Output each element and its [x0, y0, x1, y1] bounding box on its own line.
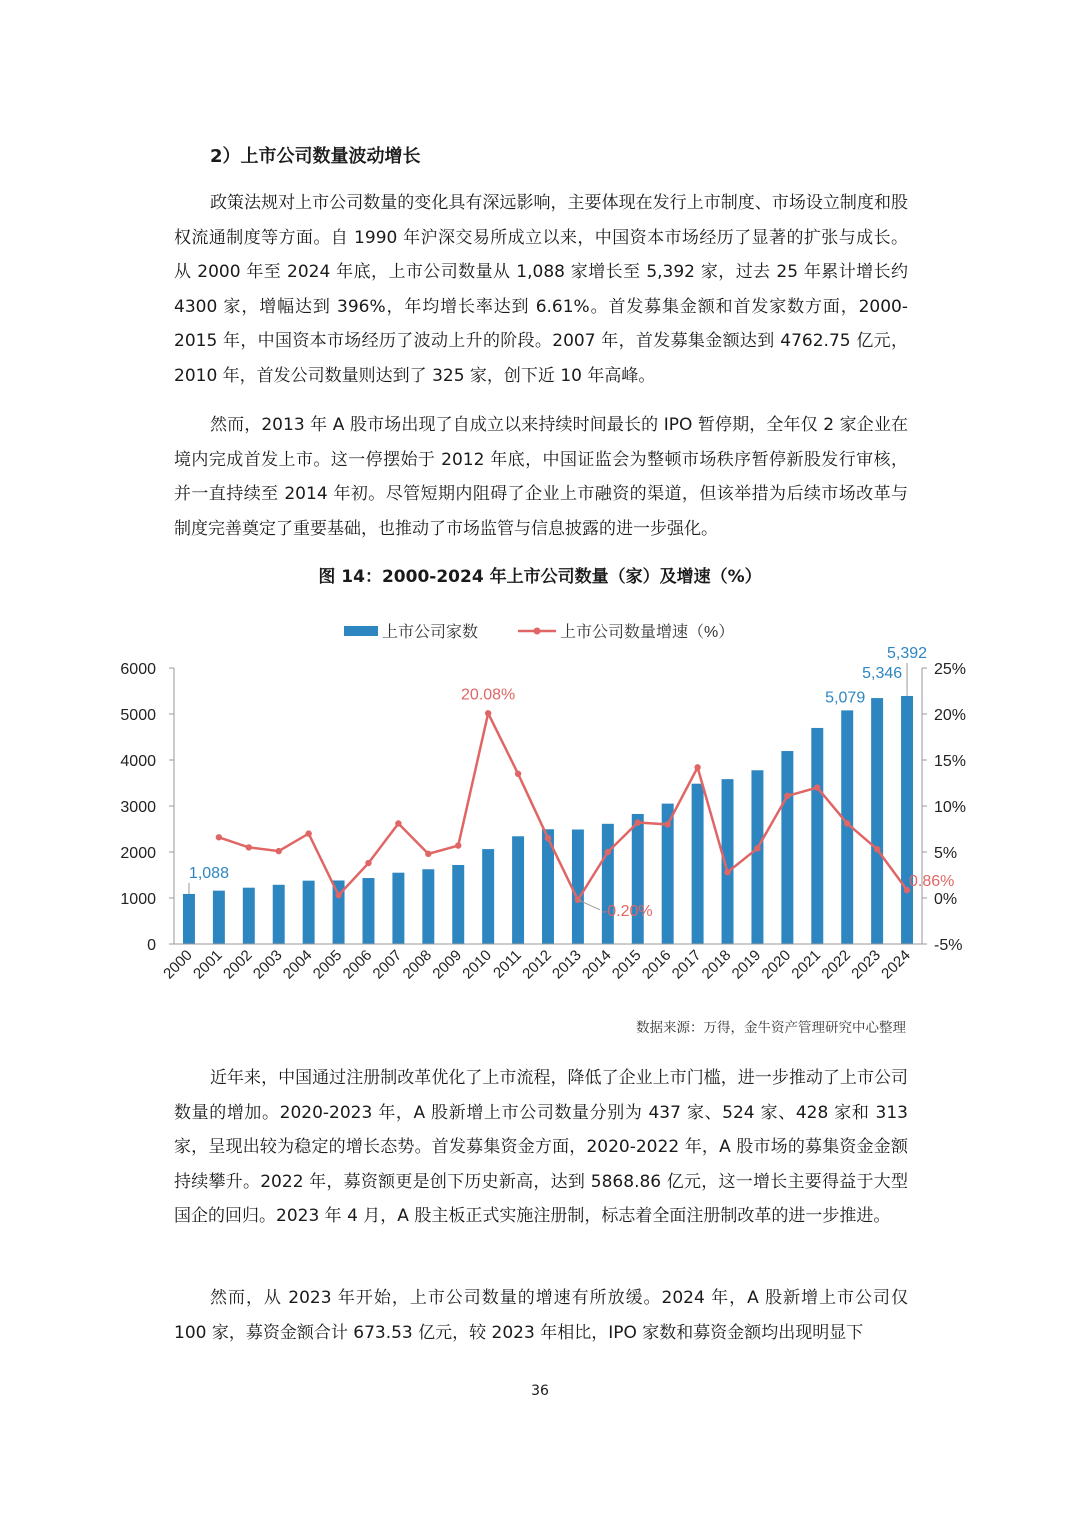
- x-tick-label: 2022: [818, 946, 855, 983]
- bar: [811, 728, 823, 944]
- legend-bar-swatch: [344, 626, 378, 636]
- growth-point: [455, 842, 461, 848]
- x-tick-label: 2007: [369, 946, 406, 983]
- growth-point: [844, 820, 850, 826]
- y-right-tick-label: 0%: [934, 891, 958, 908]
- growth-point: [605, 849, 611, 855]
- bar: [781, 751, 793, 944]
- bar: [482, 849, 494, 944]
- growth-point: [515, 771, 521, 777]
- growth-point: [545, 835, 551, 841]
- growth-point: [575, 897, 581, 903]
- x-tick-label: 2009: [429, 946, 466, 983]
- x-tick-label: 2021: [788, 946, 825, 983]
- paragraph-policy: 政策法规对上市公司数量的变化具有深远影响，主要体现在发行上市制度、市场设立制度和股权流通制度等方面。自 1990 年沪深交易所成立以来，中国资本市场经历了显著的扩张与成长。从 2000 年至 2024 年底，上市公司数量从 1,088 家增长至 5,392 家，过去 25 年累计增长约 4300 家，增幅达到 396%，年均增长率达到 6.61%。首发募集金额和首发家数方面，2000-2015 年，中国资本市场经历了波动上升的阶段。2007 年，首发募集金额达到 4762.75 亿元，2010 年，首发公司数量则达到了 325 家，创下近 10 年高峰。: [174, 193, 908, 386]
- line-data-label: 20.08%: [461, 686, 516, 704]
- y-right-tick-label: 25%: [934, 661, 967, 678]
- data-source: 数据来源：万得，金牛资产管理研究中心整理: [636, 1020, 906, 1036]
- growth-point: [635, 819, 641, 825]
- x-tick-label: 2024: [878, 946, 914, 983]
- x-tick-label: 2006: [339, 946, 376, 983]
- legend-bar-label: 上市公司家数: [382, 624, 479, 641]
- growth-point: [754, 845, 760, 851]
- bar: [243, 888, 255, 944]
- x-tick-label: 2015: [608, 946, 645, 983]
- paragraph-slowdown: 然而，从 2023 年开始，上市公司数量的增速有所放缓。2024 年，A 股新增上市公司仅 100 家，募资金额合计 673.53 亿元，较 2023 年相比，IPO 家数和募资金额均出现明显下: [174, 1288, 908, 1343]
- y-left-tick-label: 1000: [120, 891, 156, 908]
- bar: [183, 894, 195, 944]
- bar: [422, 869, 434, 944]
- x-tick-label: 2011: [490, 946, 525, 982]
- growth-point: [485, 710, 491, 716]
- growth-point: [784, 793, 790, 799]
- bar: [273, 885, 285, 944]
- y-left-tick-label: 2000: [120, 845, 156, 862]
- bar-data-label: 1,088: [188, 864, 229, 882]
- x-tick-label: 2012: [519, 946, 555, 983]
- growth-point: [874, 846, 880, 852]
- y-left-tick-label: 6000: [120, 661, 156, 678]
- page-number: 36: [531, 1383, 549, 1399]
- x-tick-label: 2023: [848, 946, 884, 983]
- y-left-tick-label: 4000: [120, 753, 156, 770]
- growth-point: [305, 830, 311, 836]
- section-heading: 2）上市公司数量波动增长: [210, 146, 421, 167]
- y-right-tick-label: -5%: [934, 937, 963, 954]
- bar: [452, 865, 464, 944]
- x-tick-label: 2010: [459, 946, 495, 983]
- paragraph-registration-reform: 近年来，中国通过注册制改革优化了上市流程，降低了企业上市门槛，进一步推动了上市公司数量的增加。2020-2023 年，A 股新增上市公司数量分别为 437 家、524 家、428 家和 313 家，呈现出较为稳定的增长态势。首发募集资金方面，2020-2022 年，A 股市场的募集资金金额持续攀升。2022 年，募资额更是创下历史新高，达到 5868.86 亿元，这一增长主要得益于大型国企的回归。2023 年 4 月，A 股主板正式实施注册制，标志着全面注册制改革的进一步推进。: [174, 1068, 908, 1227]
- y-right-tick-label: 10%: [934, 799, 967, 816]
- x-tick-label: 2014: [579, 946, 615, 983]
- bar: [871, 698, 883, 944]
- x-tick-label: 2002: [220, 946, 256, 983]
- y-right-tick-label: 20%: [934, 707, 967, 724]
- growth-point: [246, 844, 252, 850]
- bar: [751, 770, 763, 944]
- growth-point: [365, 860, 371, 866]
- y-left-tick-label: 3000: [120, 799, 156, 816]
- x-tick-label: 2008: [399, 946, 436, 983]
- x-tick-label: 2019: [728, 946, 765, 983]
- listed-companies-chart: [100, 610, 980, 1010]
- x-tick-label: 2005: [309, 946, 346, 983]
- x-tick-label: 2004: [279, 946, 316, 983]
- x-tick-label: 2016: [638, 946, 675, 983]
- paragraph-ipo-pause: 然而，2013 年 A 股市场出现了自成立以来持续时间最长的 IPO 暂停期，全年仅 2 家企业在境内完成首发上市。这一停摆始于 2012 年底，中国证监会为整顿市场秩序暂停新股发行审核，并一直持续至 2014 年初。尽管短期内阻碍了企业上市融资的渠道，但该举措为后续市场改革与制度完善奠定了重要基础，也推动了市场监管与信息披露的进一步强化。: [174, 415, 908, 539]
- growth-point: [395, 820, 401, 826]
- y-right-tick-label: 5%: [934, 845, 958, 862]
- x-tick-label: 2018: [698, 946, 735, 983]
- y-left-tick-label: 5000: [120, 707, 156, 724]
- x-tick-label: 2017: [668, 946, 705, 983]
- legend-line-label: 上市公司数量增速（%）: [560, 624, 735, 641]
- line-data-label: 0.86%: [909, 873, 955, 891]
- growth-point: [425, 851, 431, 857]
- bar: [362, 878, 374, 944]
- growth-point: [216, 834, 222, 840]
- bar: [303, 881, 315, 944]
- bar: [692, 784, 704, 944]
- legend: [344, 623, 734, 641]
- growth-line: [219, 713, 907, 900]
- growth-point: [276, 848, 282, 854]
- bar: [512, 836, 524, 944]
- legend-line-marker: [534, 628, 541, 635]
- y-right-tick-label: 15%: [934, 753, 967, 770]
- bar: [901, 696, 913, 944]
- bar: [392, 873, 404, 944]
- figure-title: 图 14：2000-2024 年上市公司数量（家）及增速（%）: [318, 567, 762, 587]
- x-tick-label: 2003: [249, 946, 286, 983]
- growth-point: [814, 784, 820, 790]
- growth-point: [335, 892, 341, 898]
- x-tick-label: 2020: [758, 946, 795, 983]
- line-data-label: -0.20%: [601, 902, 653, 920]
- growth-point: [694, 764, 700, 770]
- x-tick-label: 2001: [190, 946, 226, 983]
- x-tick-label: 2000: [160, 946, 196, 983]
- x-tick-label: 2013: [549, 946, 585, 983]
- bar: [572, 830, 584, 944]
- y-left-tick-label: 0: [147, 937, 156, 954]
- bar: [602, 824, 614, 944]
- bar: [632, 814, 644, 944]
- bar-data-label: 5,392: [887, 644, 928, 662]
- bar-data-label: 5,346: [862, 665, 903, 683]
- bar: [213, 891, 225, 944]
- growth-point: [724, 869, 730, 875]
- bar-data-label: 5,079: [825, 689, 866, 707]
- growth-point: [664, 821, 670, 827]
